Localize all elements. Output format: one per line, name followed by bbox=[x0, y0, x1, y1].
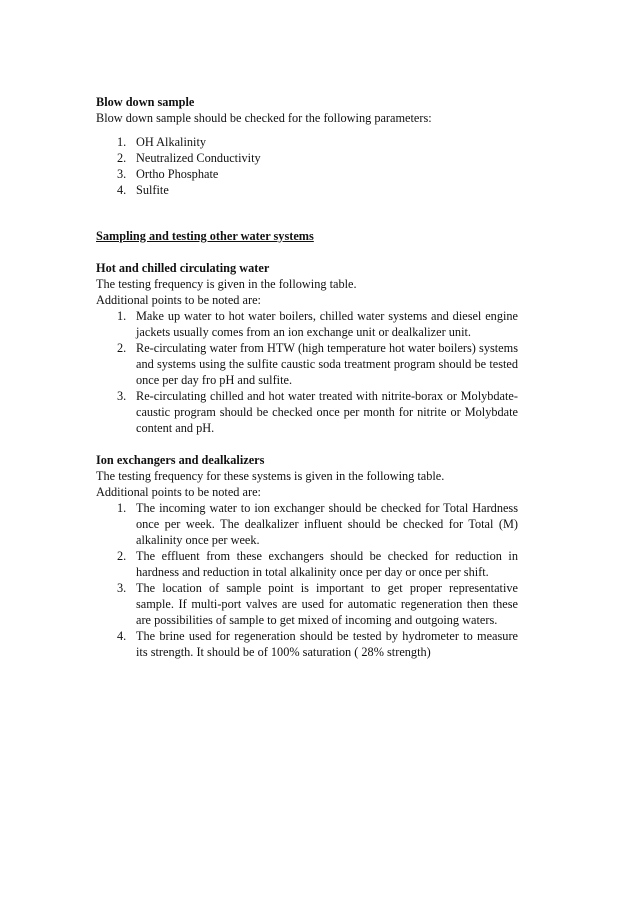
list-number: 2. bbox=[117, 549, 127, 563]
list-item bbox=[96, 548, 518, 580]
list-item bbox=[96, 500, 518, 548]
blowdown-parameter-list bbox=[96, 134, 518, 198]
list-number: 1. bbox=[117, 135, 127, 149]
list-item bbox=[96, 580, 518, 628]
ion-exchangers-line1: The testing frequency for these systems is given in the following table. bbox=[96, 469, 445, 483]
section-title: Sampling and testing other water systems bbox=[96, 229, 314, 243]
blowdown-intro: Blow down sample should be checked for the following parameters: bbox=[96, 111, 432, 125]
list-item-text: Neutralized Conductivity bbox=[136, 151, 261, 165]
list-item bbox=[96, 166, 518, 182]
hot-chilled-points-list bbox=[96, 308, 518, 436]
hot-chilled-heading: Hot and chilled circulating water bbox=[96, 261, 270, 275]
list-item-text: Re-circulating chilled and hot water treated with nitrite-borax or Molybdate-caustic program should be checked once per month for nitrite or Molybdate content and pH. bbox=[136, 389, 518, 435]
list-item-text: The incoming water to ion exchanger should be checked for Total Hardness once per week. The dealkalizer influent should be checked for Total (M) alkalinity once per week. bbox=[136, 501, 518, 547]
document-page bbox=[96, 94, 518, 660]
list-item-text: The brine used for regeneration should be tested by hydrometer to measure its strength. It should be of 100% saturation ( 28% strength) bbox=[136, 629, 518, 659]
list-item bbox=[96, 150, 518, 166]
list-item-text: Sulfite bbox=[136, 183, 169, 197]
list-number: 2. bbox=[117, 341, 127, 355]
list-item bbox=[96, 182, 518, 198]
list-item-text: Re-circulating water from HTW (high temperature hot water boilers) systems and systems using the sulfite caustic soda treatment program should be tested once per day fro pH and sulfite. bbox=[136, 341, 518, 387]
list-number: 4. bbox=[117, 629, 127, 643]
ion-exchangers-line2: Additional points to be noted are: bbox=[96, 485, 261, 499]
list-number: 2. bbox=[117, 151, 127, 165]
list-item-text: OH Alkalinity bbox=[136, 135, 207, 149]
list-number: 4. bbox=[117, 183, 127, 197]
list-number: 3. bbox=[117, 389, 127, 403]
blowdown-heading: Blow down sample bbox=[96, 95, 195, 109]
list-item-text: Ortho Phosphate bbox=[136, 167, 219, 181]
list-item bbox=[96, 628, 518, 660]
list-item-text: The location of sample point is important to get proper representative sample. If multi-port valves are used for automatic regeneration then these are possibilities of sample to get mixed of incoming and outgoing waters. bbox=[136, 581, 518, 627]
list-item-text: The effluent from these exchangers should be checked for reduction in hardness and reduction in total alkalinity once per day or once per shift. bbox=[136, 549, 518, 579]
list-number: 1. bbox=[117, 501, 127, 515]
list-number: 1. bbox=[117, 309, 127, 323]
hot-chilled-line2: Additional points to be noted are: bbox=[96, 293, 261, 307]
hot-chilled-line1: The testing frequency is given in the following table. bbox=[96, 277, 357, 291]
list-number: 3. bbox=[117, 167, 127, 181]
list-item-text: Make up water to hot water boilers, chilled water systems and diesel engine jackets usually comes from an ion exchange unit or dealkalizer unit. bbox=[136, 309, 518, 339]
list-number: 3. bbox=[117, 581, 127, 595]
ion-exchangers-heading: Ion exchangers and dealkalizers bbox=[96, 453, 265, 467]
ion-exchangers-points-list bbox=[96, 500, 518, 660]
list-item bbox=[96, 134, 518, 150]
list-item bbox=[96, 340, 518, 388]
list-item bbox=[96, 388, 518, 436]
list-item bbox=[96, 308, 518, 340]
